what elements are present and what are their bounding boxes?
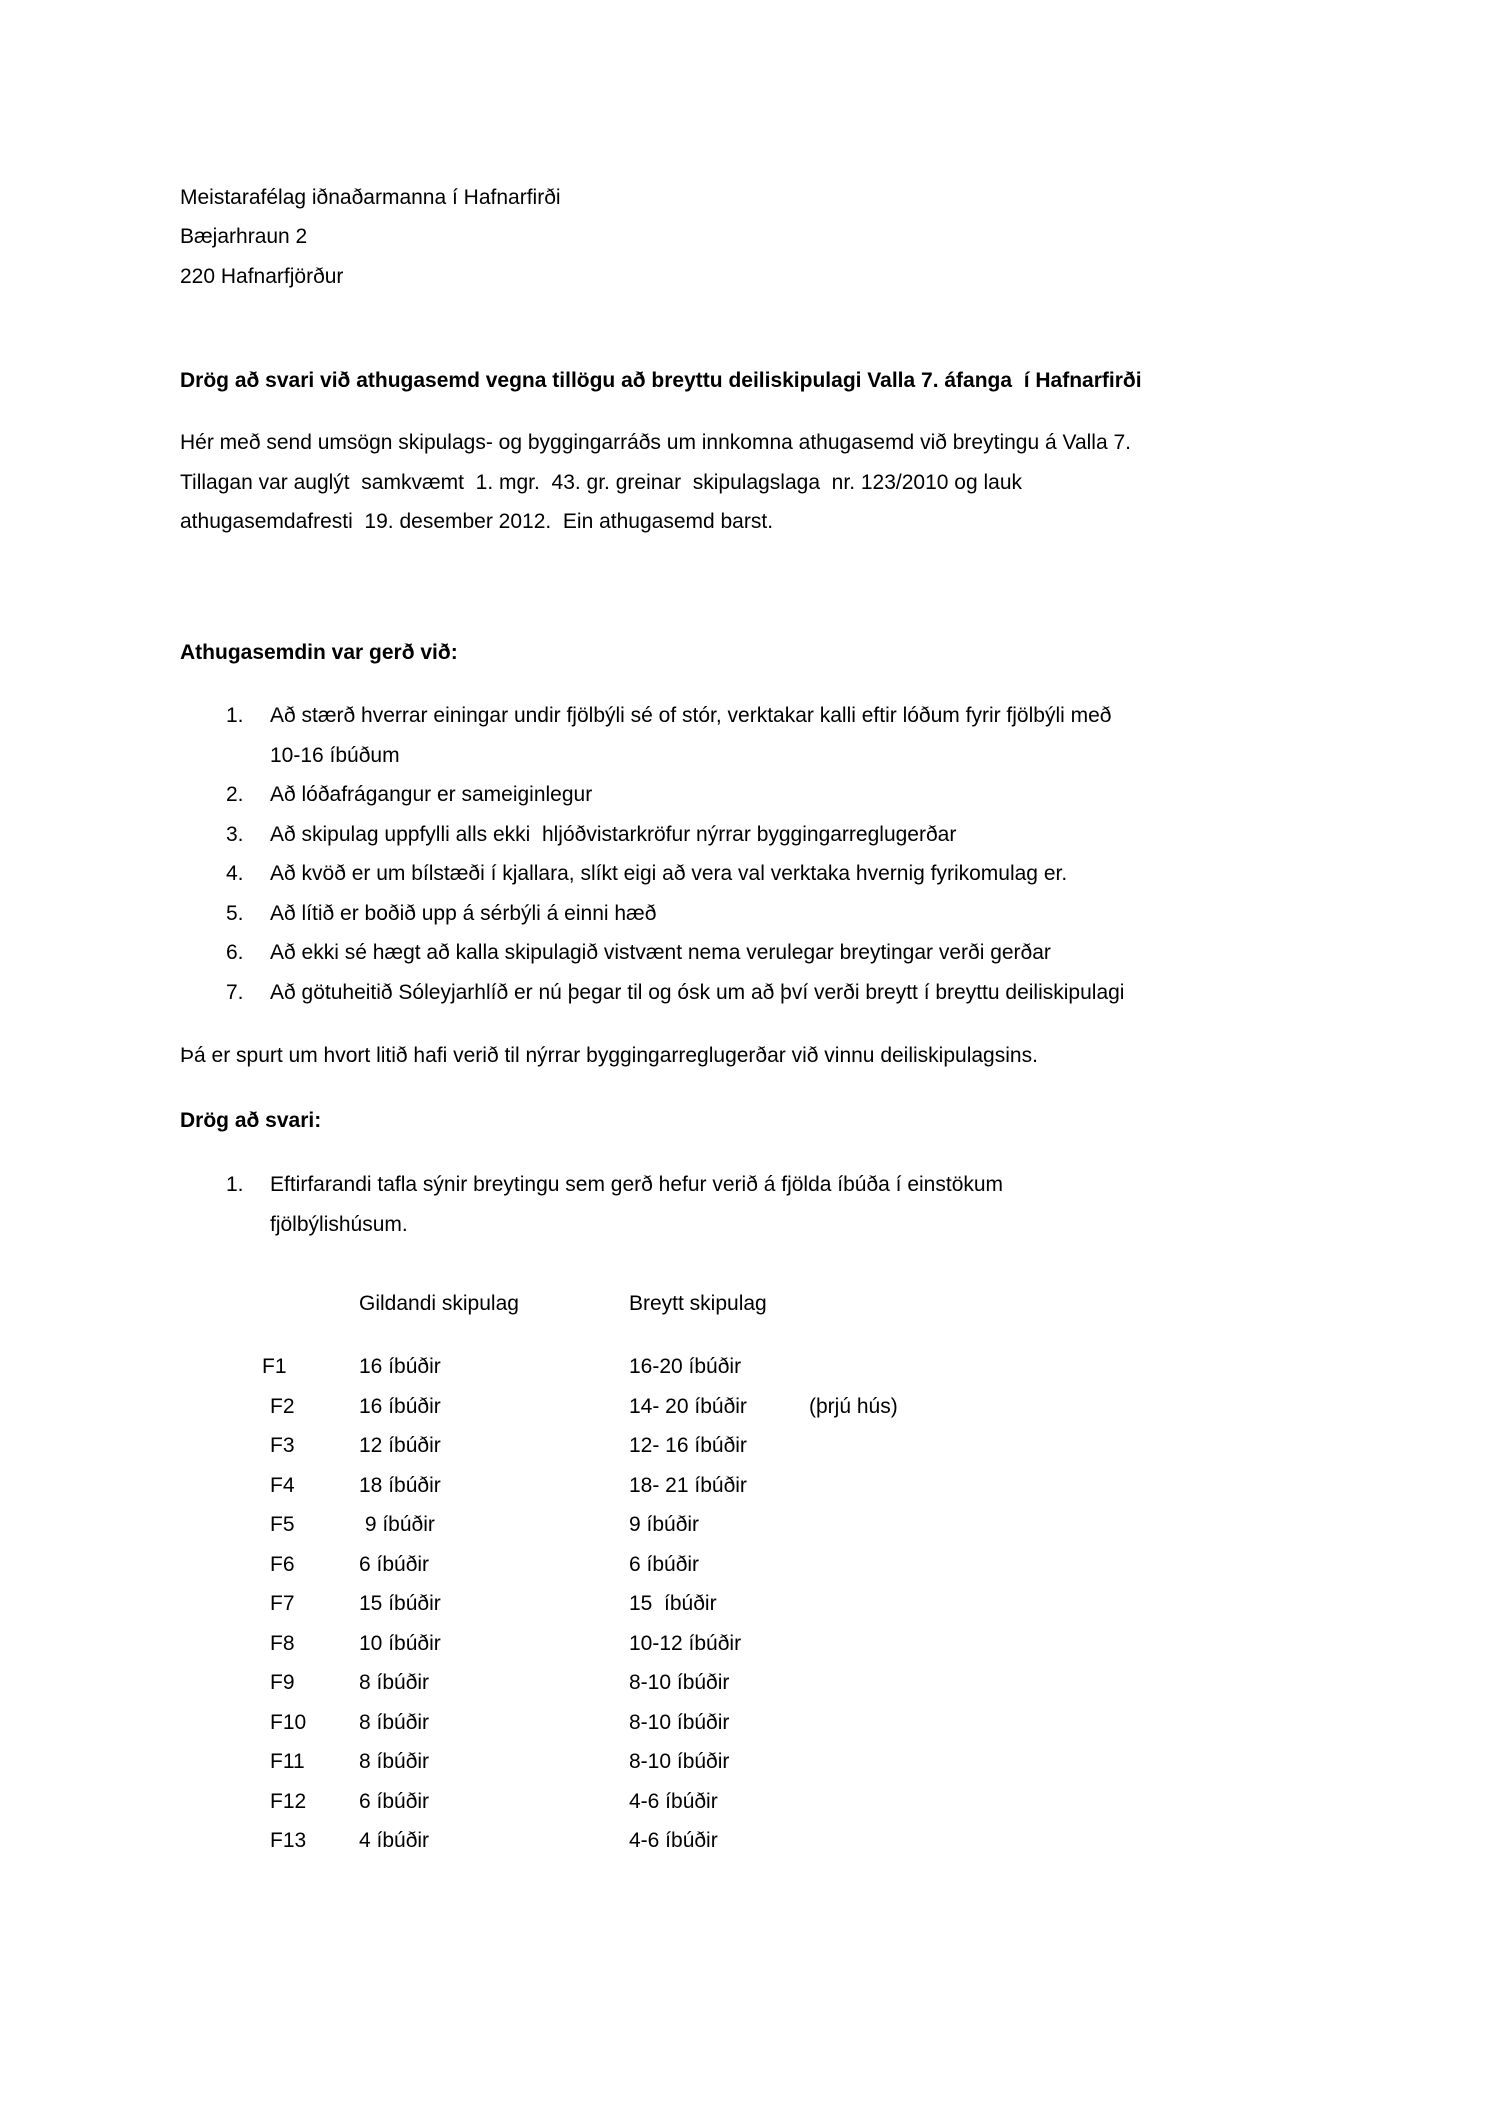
- list-number: 1.: [226, 704, 244, 727]
- table-row-id: F6: [270, 1552, 295, 1576]
- table-cell-current: 16 íbúðir: [359, 1355, 441, 1378]
- table-cell-current: 16 íbúðir: [359, 1394, 441, 1418]
- address-line: Bæjarhraun 2: [180, 225, 308, 248]
- table-cell-current: 18 íbúðir: [359, 1473, 441, 1497]
- comment-item: Að götuheitið Sóleyjarhlíð er nú þegar til og ósk um að því verði breytt í breyttu deiliskipulagi: [270, 980, 1125, 1004]
- address-line: 220 Hafnarfjörður: [180, 265, 344, 288]
- table-row-id: F11: [270, 1750, 305, 1773]
- table-cell-changed: 8-10 íbúðir: [629, 1750, 730, 1773]
- table-cell-changed: 4-6 íbúðir: [629, 1789, 718, 1813]
- table-cell-changed: 18- 21 íbúðir: [629, 1473, 747, 1497]
- comment-item: Að skipulag uppfylli alls ekki hljóðvistarkröfur nýrrar byggingarreglugerðar: [270, 822, 957, 846]
- table-row-id: F1: [262, 1355, 287, 1378]
- table-row-id: F3: [270, 1434, 295, 1457]
- table-cell-current: 9 íbúðir: [359, 1513, 435, 1536]
- question-text: Þá er spurt um hvort litið hafi verið til nýrrar byggingarreglugerðar við vinnu deiliskipulagsins.: [180, 1044, 1038, 1067]
- table-cell-current: 6 íbúðir: [359, 1789, 430, 1813]
- comment-item: Að lítið er boðið upp á sérbýli á einni hæð: [270, 901, 657, 925]
- reply-item: Eftirfarandi tafla sýnir breytingu sem gerð hefur verið á fjölda íbúða í einstökum: [270, 1173, 1004, 1196]
- table-row-id: F2: [270, 1394, 295, 1418]
- comment-item: 10-16 íbúðum: [270, 743, 400, 767]
- table-cell-current: 12 íbúðir: [359, 1434, 441, 1457]
- reply-item: fjölbýlishúsum.: [270, 1213, 408, 1236]
- table-cell-current: 15 íbúðir: [359, 1592, 441, 1615]
- table-cell-changed: 10-12 íbúðir: [629, 1631, 742, 1655]
- table-header-changed: Breytt skipulag: [629, 1292, 767, 1315]
- table-cell-current: 6 íbúðir: [359, 1552, 430, 1576]
- comment-item: Að stærð hverrar einingar undir fjölbýli sé of stór, verktakar kalli eftir lóðum fyrir fjölbýli með: [270, 704, 1112, 727]
- table-cell-changed: 16-20 íbúðir: [629, 1355, 742, 1378]
- table-cell-note: (þrjú hús): [809, 1394, 898, 1418]
- table-cell-changed: 8-10 íbúðir: [629, 1671, 730, 1694]
- comment-item: Að ekki sé hægt að kalla skipulagið vistvænt nema verulegar breytingar verði gerðar: [270, 941, 1051, 964]
- list-number: 7.: [226, 980, 244, 1004]
- table-row-id: F5: [270, 1513, 295, 1536]
- table-cell-current: 8 íbúðir: [359, 1710, 430, 1734]
- list-number: 6.: [226, 941, 244, 964]
- table-cell-current: 8 íbúðir: [359, 1750, 430, 1773]
- table-row-id: F9: [270, 1671, 295, 1694]
- intro-line: athugasemdafresti 19. desember 2012. Ein athugasemd barst.: [180, 510, 774, 533]
- table-row-id: F13: [270, 1829, 307, 1852]
- table-cell-changed: 6 íbúðir: [629, 1552, 700, 1576]
- address-line: Meistarafélag iðnaðarmanna í Hafnarfirði: [180, 186, 561, 209]
- table-cell-changed: 8-10 íbúðir: [629, 1710, 730, 1734]
- table-cell-changed: 15 íbúðir: [629, 1592, 717, 1615]
- comment-item: Að kvöð er um bílstæði í kjallara, slíkt eigi að vera val verktaka hvernig fyrikomulag er.: [270, 862, 1068, 885]
- intro-line: Tillagan var auglýt samkvæmt 1. mgr. 43. gr. greinar skipulagslaga nr. 123/2010 og lauk: [180, 471, 1022, 494]
- document-title: Drög að svari við athugasemd vegna tillögu að breyttu deiliskipulagi Valla 7. áfanga í Hafnarfirði: [180, 369, 1142, 392]
- list-number: 5.: [226, 901, 244, 925]
- table-cell-current: 10 íbúðir: [359, 1631, 441, 1655]
- table-row-id: F12: [270, 1789, 307, 1813]
- table-row-id: F10: [270, 1710, 307, 1734]
- list-number: 4.: [226, 862, 244, 885]
- table-cell-current: 8 íbúðir: [359, 1671, 430, 1694]
- intro-line: Hér með send umsögn skipulags- og byggingarráðs um innkomna athugasemd við breytingu á Valla 7.: [180, 431, 1131, 454]
- list-number: 1.: [226, 1173, 244, 1196]
- table-cell-changed: 14- 20 íbúðir: [629, 1394, 747, 1418]
- table-row-id: F8: [270, 1631, 295, 1655]
- list-number: 3.: [226, 822, 244, 846]
- table-cell-changed: 12- 16 íbúðir: [629, 1434, 747, 1457]
- table-cell-changed: 9 íbúðir: [629, 1513, 700, 1536]
- table-row-id: F7: [270, 1592, 295, 1615]
- reply-heading: Drög að svari:: [180, 1109, 322, 1132]
- comment-item: Að lóðafrágangur er sameiginlegur: [270, 783, 593, 806]
- table-row-id: F4: [270, 1473, 295, 1497]
- list-number: 2.: [226, 783, 244, 806]
- table-cell-current: 4 íbúðir: [359, 1829, 430, 1852]
- comments-heading: Athugasemdin var gerð við:: [180, 641, 458, 664]
- table-cell-changed: 4-6 íbúðir: [629, 1829, 718, 1852]
- table-header-current: Gildandi skipulag: [359, 1292, 519, 1315]
